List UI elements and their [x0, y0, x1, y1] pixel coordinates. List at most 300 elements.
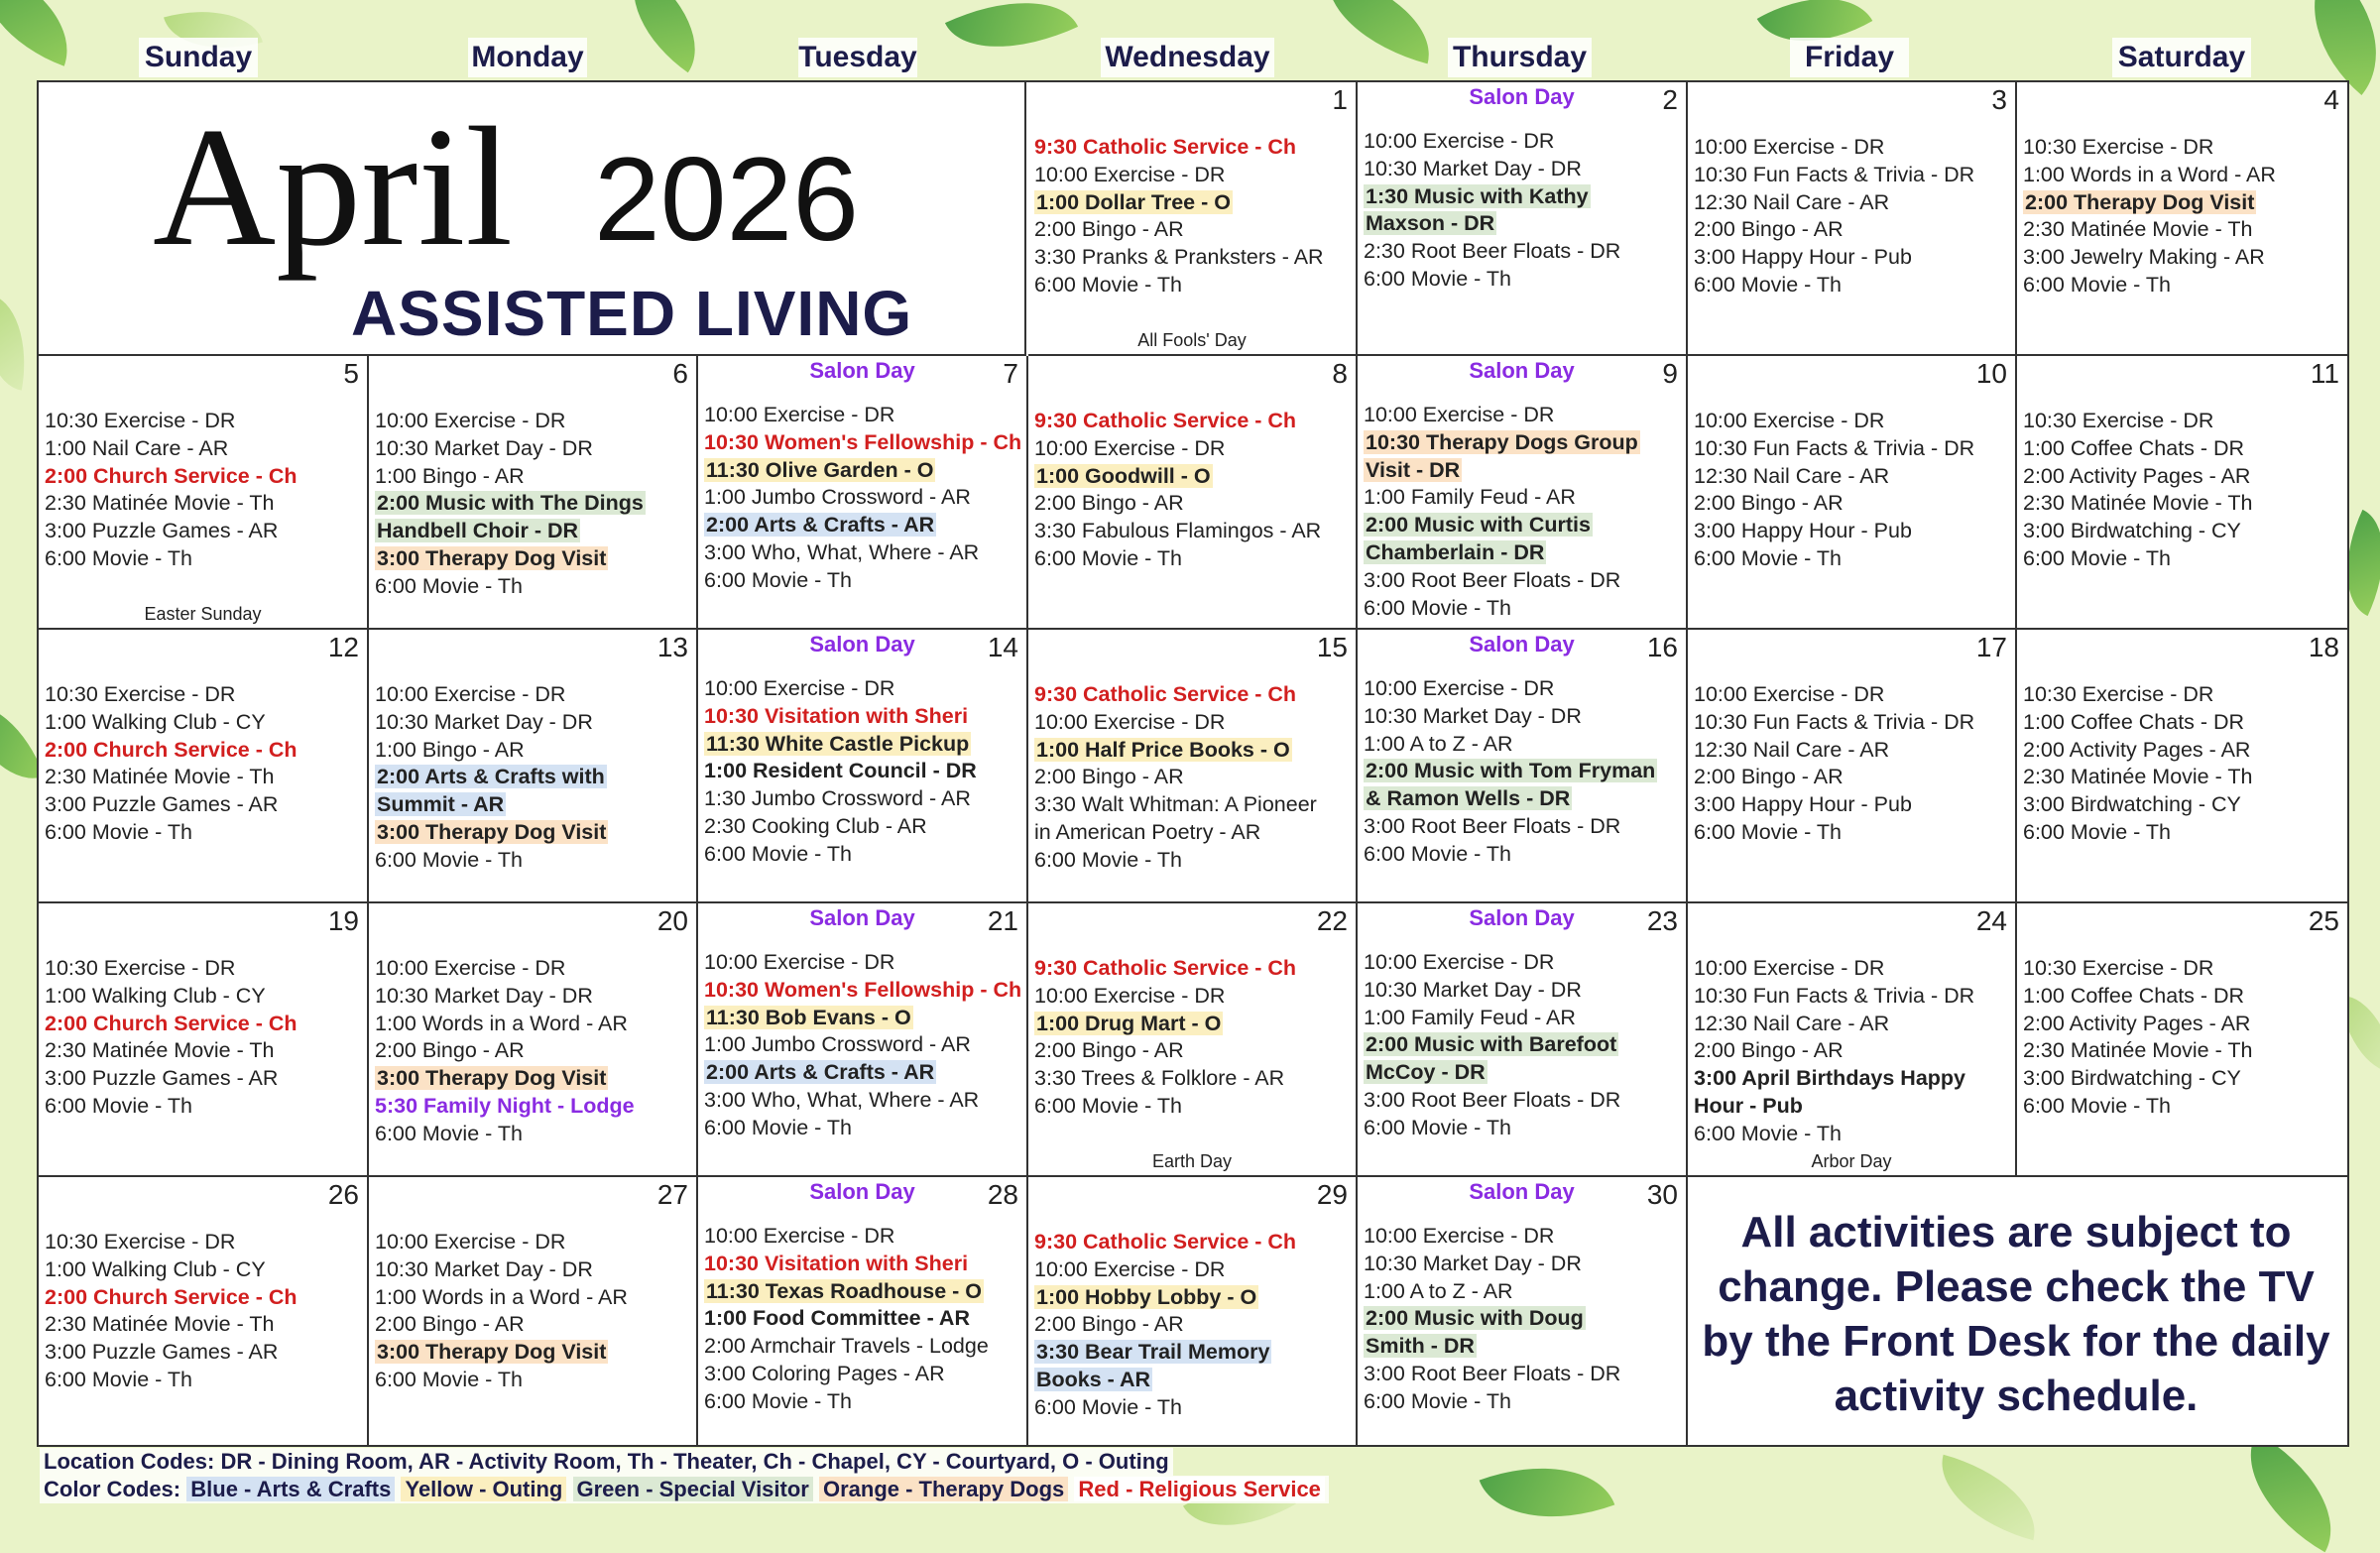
- event-highlight: 11:30 White Castle Pickup: [706, 731, 970, 756]
- event-item: 10:00 Exercise - DR: [1694, 135, 1885, 159]
- event-item: 2:00 Bingo - AR: [1034, 1038, 1184, 1063]
- event-item: 6:00 Movie - Th: [1034, 272, 1182, 297]
- event-item: [1364, 512, 1682, 539]
- event-item: [375, 764, 692, 791]
- event-item: 3:00 Puzzle Games - AR: [45, 1340, 279, 1365]
- day-number: 27: [656, 1179, 688, 1210]
- event-list: [1694, 955, 2011, 1148]
- event-highlight: 3:00 Therapy Dog Visit: [377, 1066, 607, 1091]
- day-number: 13: [656, 632, 688, 662]
- event-highlight: 3:30 Bear Trail Memory: [1036, 1340, 1270, 1365]
- event-item: 1:00 Walking Club - CY: [45, 983, 266, 1008]
- event-item: 10:00 Exercise - DR: [1034, 162, 1226, 186]
- event-item: [704, 512, 1022, 539]
- day-number: 5: [343, 358, 359, 389]
- event-item: 10:30 Exercise - DR: [45, 682, 236, 706]
- day-cell-27: [369, 1177, 698, 1445]
- day-number: 3: [1991, 84, 2007, 115]
- event-item: 2:00 Bingo - AR: [375, 1312, 525, 1337]
- event-list: [1034, 1229, 1352, 1422]
- event-item: 2:00 Bingo - AR: [1034, 765, 1184, 789]
- event-item: 10:00 Exercise - DR: [1034, 709, 1226, 734]
- event-item: 6:00 Movie - Th: [375, 847, 523, 872]
- weekday-saturday: Saturday: [2112, 38, 2251, 77]
- event-item: 10:00 Exercise - DR: [704, 950, 895, 974]
- event-highlight: 2:00 Music with Tom Fryman: [1366, 759, 1656, 783]
- event-item: 10:00 Exercise - DR: [1364, 950, 1555, 974]
- event-item: 6:00 Movie - Th: [1034, 847, 1182, 872]
- event-highlight: Visit - DR: [1366, 457, 1461, 482]
- event-item: 10:00 Exercise - DR: [1034, 1256, 1226, 1281]
- event-highlight: 1:00 Dollar Tree - O: [1036, 189, 1231, 214]
- event-item: 6:00 Movie - Th: [2023, 545, 2171, 570]
- event-item: 10:00 Exercise - DR: [1694, 682, 1885, 706]
- legend-blue: Blue - Arts & Crafts: [186, 1477, 395, 1501]
- event-item: [1364, 539, 1682, 567]
- event-item: [375, 1065, 692, 1093]
- day-number: 18: [2308, 632, 2339, 662]
- event-item: [1034, 463, 1352, 491]
- day-number: 20: [656, 905, 688, 936]
- event-item: 1:00 Words in a Word - AR: [2023, 162, 2276, 186]
- event-item: 3:00 Happy Hour - Pub: [1694, 792, 1912, 817]
- day-number: 28: [987, 1179, 1018, 1210]
- day-number: 7: [1003, 358, 1018, 389]
- event-item: 3:00 Happy Hour - Pub: [1694, 245, 1912, 270]
- day-cell-2: [1358, 82, 1688, 356]
- event-item: 1:00 Coffee Chats - DR: [2023, 709, 2245, 734]
- event-item: 10:00 Exercise - DR: [1694, 409, 1885, 432]
- day-number: 9: [1662, 358, 1678, 389]
- event-list: [1034, 681, 1352, 875]
- day-cell-29: [1028, 1177, 1358, 1445]
- day-number: 15: [1316, 632, 1348, 662]
- color-codes: [40, 1476, 1329, 1503]
- day-number: 11: [2310, 358, 2339, 389]
- event-item: 10:30 Exercise - DR: [2023, 409, 2214, 432]
- event-highlight: 1:00 Drug Mart - O: [1036, 1011, 1222, 1035]
- day-cell-22: [1028, 903, 1358, 1177]
- event-highlight: Books - AR: [1036, 1367, 1151, 1391]
- day-cell-1: [1028, 82, 1358, 356]
- event-item: [1034, 737, 1352, 765]
- event-item: 1:00 Jumbo Crossword - AR: [704, 1032, 971, 1057]
- event-highlight: 2:00 Music with Curtis: [1366, 513, 1591, 538]
- event-item: 3:30 Pranks & Pranksters - AR: [1034, 245, 1324, 270]
- event-item: 3:30 Trees & Folklore - AR: [1034, 1066, 1285, 1091]
- event-item: [1034, 1011, 1352, 1038]
- day-number: 24: [1975, 905, 2007, 936]
- event-item: [704, 1278, 1022, 1306]
- salon-day-label: Salon Day: [809, 905, 915, 930]
- event-highlight: 10:30 Therapy Dogs Group: [1366, 429, 1638, 454]
- event-item: 10:00 Exercise - DR: [1364, 129, 1555, 153]
- event-item: in American Poetry - AR: [1034, 819, 1261, 844]
- calendar-title: [39, 82, 1026, 356]
- event-item: 6:00 Movie - Th: [1694, 1121, 1842, 1145]
- event-list: [1034, 408, 1352, 573]
- event-item: 3:00 Root Beer Floats - DR: [1364, 567, 1621, 592]
- event-item: 10:00 Exercise - DR: [1694, 956, 1885, 980]
- event-item: 6:00 Movie - Th: [375, 1121, 523, 1145]
- event-item: 2:00 Church Service - Ch: [45, 463, 298, 488]
- event-highlight: 2:00 Arts & Crafts - AR: [706, 513, 935, 538]
- weekday-wednesday: Wednesday: [1101, 38, 1274, 77]
- day-cell-21: [698, 903, 1028, 1177]
- event-item: 10:30 Exercise - DR: [2023, 135, 2214, 159]
- day-number: 23: [1646, 905, 1678, 936]
- day-cell-8: [1028, 356, 1358, 630]
- event-item: 1:00 Walking Club - CY: [45, 709, 266, 734]
- event-item: 9:30 Catholic Service - Ch: [1034, 135, 1297, 159]
- event-list: [45, 1229, 363, 1394]
- event-item: 6:00 Movie - Th: [1694, 545, 1842, 570]
- event-item: 2:00 Bingo - AR: [1694, 217, 1844, 242]
- event-item: 2:00 Bingo - AR: [375, 1038, 525, 1063]
- event-item: 10:30 Market Day - DR: [375, 435, 593, 460]
- event-item: 2:30 Matinée Movie - Th: [45, 765, 275, 789]
- event-item: [1364, 1059, 1682, 1087]
- event-item: [704, 1005, 1022, 1032]
- day-number: 22: [1316, 905, 1348, 936]
- facility-subtitle: ASSISTED LIVING: [351, 278, 913, 349]
- event-item: 5:30 Family Night - Lodge: [375, 1093, 635, 1118]
- day-number: 30: [1646, 1179, 1678, 1210]
- day-number: 17: [1975, 632, 2007, 662]
- event-item: 2:30 Matinée Movie - Th: [2023, 217, 2253, 242]
- event-highlight: 11:30 Olive Garden - O: [706, 457, 934, 482]
- event-item: 6:00 Movie - Th: [1364, 595, 1511, 620]
- day-cell-26: [39, 1177, 369, 1445]
- month-title: April: [153, 93, 514, 282]
- event-item: 6:00 Movie - Th: [704, 567, 852, 592]
- event-item: 1:00 Jumbo Crossword - AR: [704, 485, 971, 510]
- event-item: 2:00 Church Service - Ch: [45, 1011, 298, 1035]
- event-list: [704, 675, 1022, 869]
- event-item: [2023, 189, 2343, 217]
- event-item: 6:00 Movie - Th: [1364, 1388, 1511, 1413]
- event-item: 2:00 Church Service - Ch: [45, 737, 298, 762]
- event-highlight: & Ramon Wells - DR: [1366, 786, 1571, 811]
- event-item: 10:00 Exercise - DR: [704, 403, 895, 426]
- event-item: 6:00 Movie - Th: [2023, 272, 2171, 297]
- event-list: [375, 955, 692, 1148]
- day-cell-23: [1358, 903, 1688, 1177]
- event-item: [1364, 758, 1682, 785]
- event-item: 3:00 April Birthdays Happy: [1694, 1066, 1965, 1091]
- event-item: 10:00 Exercise - DR: [1364, 676, 1555, 700]
- event-item: 3:00 Root Beer Floats - DR: [1364, 1361, 1621, 1385]
- event-list: [1694, 681, 2011, 847]
- day-number: 2: [1662, 84, 1678, 115]
- event-highlight: 2:00 Music with The Dings: [377, 491, 644, 516]
- event-list: [1364, 949, 1682, 1142]
- event-item: 10:00 Exercise - DR: [1034, 435, 1226, 460]
- event-list: [1364, 402, 1682, 622]
- event-item: 6:00 Movie - Th: [704, 841, 852, 866]
- day-cell-28: [698, 1177, 1028, 1445]
- day-number: 29: [1316, 1179, 1348, 1210]
- event-item: 2:00 Activity Pages - AR: [2023, 463, 2251, 488]
- event-item: [375, 545, 692, 573]
- event-item: [1364, 210, 1682, 238]
- event-item: 3:00 Who, What, Where - AR: [704, 1087, 980, 1112]
- event-item: [1034, 1339, 1352, 1367]
- event-item: 10:30 Exercise - DR: [45, 1230, 236, 1254]
- event-highlight: 3:00 Therapy Dog Visit: [377, 545, 607, 570]
- event-list: [2023, 134, 2343, 299]
- event-highlight: Summit - AR: [377, 792, 505, 817]
- event-item: 2:30 Matinée Movie - Th: [2023, 765, 2253, 789]
- event-list: [375, 1229, 692, 1394]
- day-number: 12: [327, 632, 359, 662]
- event-item: 3:00 Puzzle Games - AR: [45, 792, 279, 817]
- event-item: 2:00 Bingo - AR: [1034, 491, 1184, 516]
- event-item: [1034, 189, 1352, 217]
- event-item: 2:00 Activity Pages - AR: [2023, 737, 2251, 762]
- event-list: [1034, 134, 1352, 299]
- event-item: 6:00 Movie - Th: [1034, 545, 1182, 570]
- event-highlight: 2:00 Arts & Crafts with: [377, 765, 605, 789]
- weekday-thursday: Thursday: [1448, 38, 1592, 77]
- event-item: 6:00 Movie - Th: [1364, 1115, 1511, 1139]
- event-item: [1364, 457, 1682, 485]
- event-item: 12:30 Nail Care - AR: [1694, 737, 1890, 762]
- event-item: 10:30 Market Day - DR: [1364, 977, 1582, 1002]
- event-item: 12:30 Nail Care - AR: [1694, 463, 1890, 488]
- event-item: 1:30 Jumbo Crossword - AR: [704, 786, 971, 811]
- event-item: 10:30 Visitation with Sheri: [704, 1251, 969, 1275]
- event-item: 3:30 Walt Whitman: A Pioneer: [1034, 792, 1317, 817]
- event-item: 9:30 Catholic Service - Ch: [1034, 956, 1297, 980]
- event-item: 1:00 Nail Care - AR: [45, 435, 229, 460]
- event-item: 3:30 Fabulous Flamingos - AR: [1034, 519, 1322, 543]
- weekday-tuesday: Tuesday: [798, 38, 917, 77]
- event-item: [1364, 183, 1682, 211]
- day-number: 14: [987, 632, 1018, 662]
- event-list: [1364, 675, 1682, 869]
- event-item: [704, 731, 1022, 759]
- location-codes: Location Codes: DR - Dining Room, AR - Activity Room, Th - Theater, Ch - Chapel, CY - Courtyard, O - Outing: [40, 1448, 1173, 1476]
- event-highlight: 3:00 Therapy Dog Visit: [377, 1340, 607, 1365]
- day-number: 26: [327, 1179, 359, 1210]
- event-item: 9:30 Catholic Service - Ch: [1034, 1230, 1297, 1254]
- weekday-friday: Friday: [1790, 38, 1909, 77]
- color-codes-label: Color Codes:: [44, 1477, 181, 1501]
- event-item: 3:00 Puzzle Games - AR: [45, 1066, 279, 1091]
- day-number: 8: [1332, 358, 1348, 389]
- event-list: [375, 408, 692, 601]
- event-list: [375, 681, 692, 875]
- event-item: 12:30 Nail Care - AR: [1694, 189, 1890, 214]
- day-cell-13: [369, 630, 698, 903]
- event-item: 2:00 Bingo - AR: [1034, 1312, 1184, 1337]
- event-item: 3:00 Birdwatching - CY: [2023, 792, 2241, 817]
- event-list: [2023, 408, 2343, 573]
- event-item: 10:30 Fun Facts & Trivia - DR: [1694, 983, 1975, 1008]
- event-item: 6:00 Movie - Th: [45, 1367, 192, 1391]
- event-list: [45, 408, 363, 573]
- salon-day-label: Salon Day: [1469, 84, 1575, 109]
- event-highlight: 1:00 Goodwill - O: [1036, 463, 1211, 488]
- event-item: 10:00 Exercise - DR: [375, 956, 566, 980]
- event-item: 10:30 Exercise - DR: [45, 956, 236, 980]
- event-item: 3:00 Birdwatching - CY: [2023, 519, 2241, 543]
- event-list: [2023, 955, 2343, 1121]
- event-item: 6:00 Movie - Th: [375, 1367, 523, 1391]
- holiday-note: Earth Day: [1151, 1151, 1233, 1171]
- event-item: 1:00 Food Committee - AR: [704, 1306, 970, 1331]
- day-number: 21: [987, 905, 1018, 936]
- event-highlight: 2:00 Arts & Crafts - AR: [706, 1060, 935, 1085]
- event-item: 9:30 Catholic Service - Ch: [1034, 409, 1297, 432]
- event-item: 10:30 Exercise - DR: [2023, 682, 2214, 706]
- event-item: 1:00 Bingo - AR: [375, 463, 525, 488]
- day-cell-3: [1688, 82, 2017, 356]
- event-item: 3:00 Who, What, Where - AR: [704, 539, 980, 564]
- legend-orange: Orange - Therapy Dogs: [819, 1477, 1068, 1501]
- event-item: [1364, 1305, 1682, 1333]
- event-item: 10:30 Market Day - DR: [1364, 1251, 1582, 1275]
- event-item: 3:00 Root Beer Floats - DR: [1364, 1087, 1621, 1112]
- day-cell-17: [1688, 630, 2017, 903]
- event-highlight: 1:30 Music with Kathy: [1366, 183, 1589, 208]
- event-list: [704, 949, 1022, 1142]
- event-item: [375, 791, 692, 819]
- salon-day-label: Salon Day: [1469, 1179, 1575, 1204]
- event-item: [1034, 1284, 1352, 1312]
- event-item: 2:00 Bingo - AR: [1694, 765, 1844, 789]
- event-item: 6:00 Movie - Th: [704, 1115, 852, 1139]
- event-item: 6:00 Movie - Th: [1034, 1093, 1182, 1118]
- event-highlight: McCoy - DR: [1366, 1060, 1486, 1085]
- day-cell-9: [1358, 356, 1688, 630]
- event-item: 6:00 Movie - Th: [1694, 272, 1842, 297]
- legend-yellow: Yellow - Outing: [401, 1477, 566, 1501]
- event-item: [1364, 1333, 1682, 1361]
- event-item: 2:00 Bingo - AR: [1694, 491, 1844, 516]
- event-highlight: Handbell Choir - DR: [377, 519, 579, 543]
- event-item: 12:30 Nail Care - AR: [1694, 1011, 1890, 1035]
- legend: [40, 1448, 1329, 1503]
- event-item: [704, 457, 1022, 485]
- day-number: 19: [327, 905, 359, 936]
- event-item: 2:30 Root Beer Floats - DR: [1364, 239, 1621, 264]
- event-list: [704, 1223, 1022, 1416]
- salon-day-label: Salon Day: [1469, 358, 1575, 383]
- event-item: 10:30 Exercise - DR: [45, 409, 236, 432]
- event-item: 6:00 Movie - Th: [375, 573, 523, 598]
- day-cell-24: [1688, 903, 2017, 1177]
- event-item: 1:00 A to Z - AR: [1364, 731, 1513, 756]
- holiday-note: Arbor Day: [1811, 1151, 1892, 1171]
- event-item: [1364, 429, 1682, 457]
- event-item: 10:30 Exercise - DR: [2023, 956, 2214, 980]
- event-item: 10:30 Market Day - DR: [375, 1256, 593, 1281]
- day-cell-4: [2017, 82, 2347, 356]
- event-item: 2:30 Matinée Movie - Th: [45, 491, 275, 516]
- event-list: [1694, 408, 2011, 573]
- event-highlight: 2:00 Music with Barefoot: [1366, 1032, 1617, 1057]
- event-item: 2:30 Matinée Movie - Th: [2023, 1038, 2253, 1063]
- event-list: [1034, 955, 1352, 1121]
- event-item: 2:30 Matinée Movie - Th: [45, 1312, 275, 1337]
- day-cell-11: [2017, 356, 2347, 630]
- event-highlight: 2:00 Music with Doug: [1366, 1306, 1584, 1331]
- event-item: 10:30 Fun Facts & Trivia - DR: [1694, 435, 1975, 460]
- holiday-note: All Fools' Day: [1137, 330, 1247, 350]
- event-item: 2:00 Bingo - AR: [1034, 217, 1184, 242]
- day-cell-6: [369, 356, 698, 630]
- event-item: 3:00 Happy Hour - Pub: [1694, 519, 1912, 543]
- event-item: [1034, 1367, 1352, 1394]
- event-item: 10:00 Exercise - DR: [1034, 983, 1226, 1008]
- event-highlight: Maxson - DR: [1366, 211, 1495, 236]
- day-cell-20: [369, 903, 698, 1177]
- day-number: 25: [2308, 905, 2339, 936]
- event-item: [1364, 785, 1682, 813]
- schedule-notice: All activities are subject to change. Please check the TV by the Front Desk for the daily activity schedule.: [1702, 1208, 2330, 1420]
- day-cell-7: [698, 356, 1028, 630]
- event-item: [375, 518, 692, 545]
- day-number: 16: [1646, 632, 1678, 662]
- event-list: [45, 955, 363, 1121]
- day-number: 4: [2323, 84, 2339, 115]
- event-item: 10:00 Exercise - DR: [1364, 403, 1555, 426]
- event-highlight: Smith - DR: [1366, 1334, 1475, 1359]
- event-item: 2:00 Activity Pages - AR: [2023, 1011, 2251, 1035]
- day-number: 10: [1975, 358, 2007, 389]
- day-cell-12: [39, 630, 369, 903]
- event-item: 6:00 Movie - Th: [1034, 1394, 1182, 1419]
- event-item: 6:00 Movie - Th: [1364, 266, 1511, 291]
- day-number: 6: [672, 358, 688, 389]
- event-item: [375, 819, 692, 847]
- event-item: 6:00 Movie - Th: [45, 819, 192, 844]
- day-cell-18: [2017, 630, 2347, 903]
- event-item: 2:30 Cooking Club - AR: [704, 813, 927, 838]
- event-item: 10:30 Fun Facts & Trivia - DR: [1694, 162, 1975, 186]
- day-cell-16: [1358, 630, 1688, 903]
- day-cell-15: [1028, 630, 1358, 903]
- salon-day-label: Salon Day: [1469, 905, 1575, 930]
- legend-red: Red - Religious Service: [1074, 1477, 1325, 1501]
- day-cell-10: [1688, 356, 2017, 630]
- day-cell-30: [1358, 1177, 1688, 1445]
- event-item: 10:30 Fun Facts & Trivia - DR: [1694, 709, 1975, 734]
- event-item: 9:30 Catholic Service - Ch: [1034, 682, 1297, 706]
- event-item: 10:00 Exercise - DR: [375, 1230, 566, 1254]
- event-item: 10:00 Exercise - DR: [375, 409, 566, 432]
- event-item: 3:00 Root Beer Floats - DR: [1364, 813, 1621, 838]
- salon-day-label: Salon Day: [809, 632, 915, 657]
- calendar-grid: [37, 80, 2349, 1447]
- event-item: 10:30 Women's Fellowship - Ch: [704, 429, 1022, 454]
- event-list: [1364, 128, 1682, 294]
- event-item: 10:30 Women's Fellowship - Ch: [704, 977, 1022, 1002]
- event-item: 10:00 Exercise - DR: [375, 682, 566, 706]
- event-item: 1:00 A to Z - AR: [1364, 1278, 1513, 1303]
- day-cell-19: [39, 903, 369, 1177]
- year-title: 2026: [594, 133, 859, 266]
- day-cell-5: [39, 356, 369, 630]
- event-item: 10:00 Exercise - DR: [704, 676, 895, 700]
- weekday-monday: Monday: [468, 38, 587, 77]
- event-item: 2:00 Armchair Travels - Lodge: [704, 1334, 989, 1359]
- event-highlight: 3:00 Therapy Dog Visit: [377, 819, 607, 844]
- event-item: [1364, 1031, 1682, 1059]
- event-item: 10:30 Market Day - DR: [1364, 156, 1582, 180]
